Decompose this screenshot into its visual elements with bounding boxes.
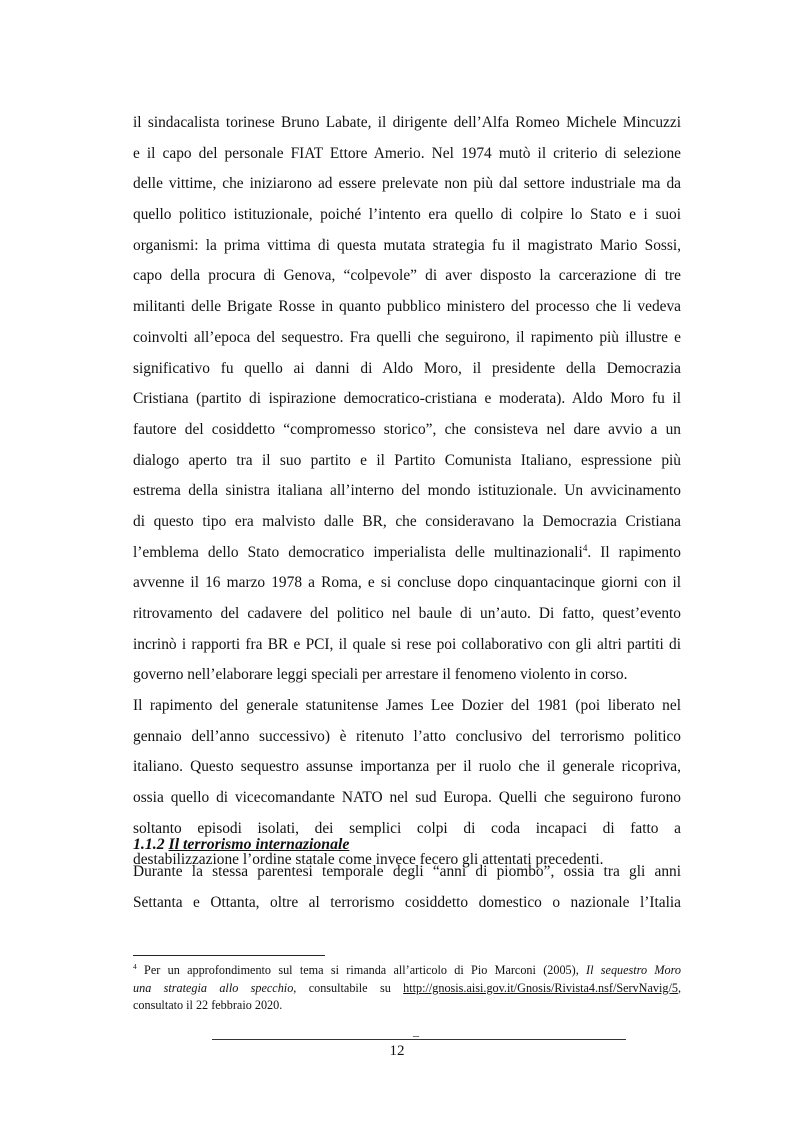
text-line: governo nell’elaborare leggi speciali per arrestare il fenomeno violento in corso. xyxy=(133,666,628,684)
text-line: e il capo del personale FIAT Ettore Amerio. Nel 1974 mutò il criterio di selezione xyxy=(133,144,681,162)
text-line: Durante la stessa parentesi temporale degli “anni di piombo”, ossia tra gli anni xyxy=(133,863,681,880)
text-fragment: . Il rapimento xyxy=(587,543,681,561)
footer-dash: _ xyxy=(413,1024,419,1038)
text-line: avvenne il 16 marzo 1978 a Roma, e si concluse dopo cinquantacinque giorni con il xyxy=(133,574,681,592)
footnote-text: , xyxy=(677,980,681,995)
footnote-title-italic: Il sequestro Moro xyxy=(586,963,681,977)
body-paragraph-3 xyxy=(133,857,681,918)
text-line: delle vittime, che iniziarono ad essere prelevate non più dal settore industriale ma da xyxy=(133,175,681,193)
text-line: quello politico istituzionale, poiché l’intento era quello di colpire lo Stato e i suoi xyxy=(133,206,681,224)
text-line: soltanto episodi isolati, dei semplici colpi di coda incapaci di fatto a xyxy=(133,819,681,837)
text-line: il sindacalista torinese Bruno Labate, il dirigente dell’Alfa Romeo Michele Mincuzzi xyxy=(133,114,681,131)
footnote-reference[interactable]: 4 xyxy=(582,542,588,553)
footnote-line xyxy=(133,980,681,998)
text-line: ossia quello di vicecomandante NATO nel sud Europa. Quelli che seguirono furono xyxy=(133,789,681,807)
footnote-text: , consultabile su xyxy=(293,980,404,995)
section-number: 1.1.2 xyxy=(133,836,165,853)
text-line: Settanta e Ottanta, oltre al terrorismo cosiddetto domestico o nazionale l’Italia xyxy=(133,893,681,911)
text-line: coinvolti all’epoca del sequestro. Fra quelli che seguirono, il rapimento più illustre e xyxy=(133,328,681,346)
text-line: militanti delle Brigate Rosse in quanto pubblico ministero del processo che li vedeva xyxy=(133,298,681,316)
footnote-title-italic: una strategia allo specchio xyxy=(133,980,294,995)
text-line: destabilizzazione l’ordine statale come invece fecero gli attentati precedenti. xyxy=(133,850,604,868)
text-line: organismi: la prima vittima di questa mutata strategia fu il magistrato Mario Sossi, xyxy=(133,236,681,254)
footnote-4 xyxy=(133,962,681,1015)
text-fragment: l’emblema dello Stato democratico imperialista delle multinazionali xyxy=(133,543,583,561)
footnote-link[interactable]: http://gnosis.aisi.gov.it/Gnosis/Rivista4.nsf/ServNavig/5 xyxy=(403,980,678,995)
text-line-with-footnote xyxy=(133,538,681,569)
footnote-mark: 4 xyxy=(133,961,137,971)
footnote-line: consultato il 22 febbraio 2020. xyxy=(133,998,283,1012)
text-line: dialogo aperto tra il suo partito e il Partito Comunista Italiano, espressione più xyxy=(133,451,681,469)
text-line: Cristiana (partito di ispirazione democratico-cristiana e moderata). Aldo Moro fu il xyxy=(133,390,681,408)
footnote-line xyxy=(133,962,681,980)
text-line: gennaio dell’anno successivo) è ritenuto l’atto conclusivo del terrorismo politico xyxy=(133,727,681,745)
text-line: incrinò i rapporti fra BR e PCI, il quale si rese poi collaborativo con gli altri partiti di xyxy=(133,635,681,653)
text-line: significativo fu quello ai danni di Aldo Moro, il presidente della Democrazia xyxy=(133,359,681,377)
text-line: Il rapimento del generale statunitense James Lee Dozier del 1981 (poi liberato nel xyxy=(133,697,681,715)
footnote-text: Per un approfondimento sul tema si rimanda all’articolo di Pio Marconi (2005), xyxy=(136,963,587,977)
text-line: italiano. Questo sequestro assunse importanza per il ruolo che il generale ricopriva, xyxy=(133,758,681,776)
section-title: Il terrorismo internazionale xyxy=(168,836,350,853)
text-line: di questo tipo era malvisto dalle BR, che consideravano la Democrazia Cristiana xyxy=(133,512,681,530)
text-line: estrema della sinistra italiana all’interno del mondo istituzionale. Un avvicinamento xyxy=(133,482,681,500)
body-paragraph-1 xyxy=(133,108,681,875)
text-line: fautore del cosiddetto “compromesso storico”, che consisteva nel dare avvio a un xyxy=(133,420,681,438)
text-line: capo della procura di Genova, “colpevole” di aver disposto la carcerazione di tre xyxy=(133,267,681,285)
page-number: 12 xyxy=(389,1043,405,1059)
text-line: ritrovamento del cadavere del politico nel baule di un’auto. Di fatto, quest’evento xyxy=(133,605,681,622)
footnote-separator xyxy=(133,955,325,956)
footer-rule xyxy=(212,1039,626,1040)
